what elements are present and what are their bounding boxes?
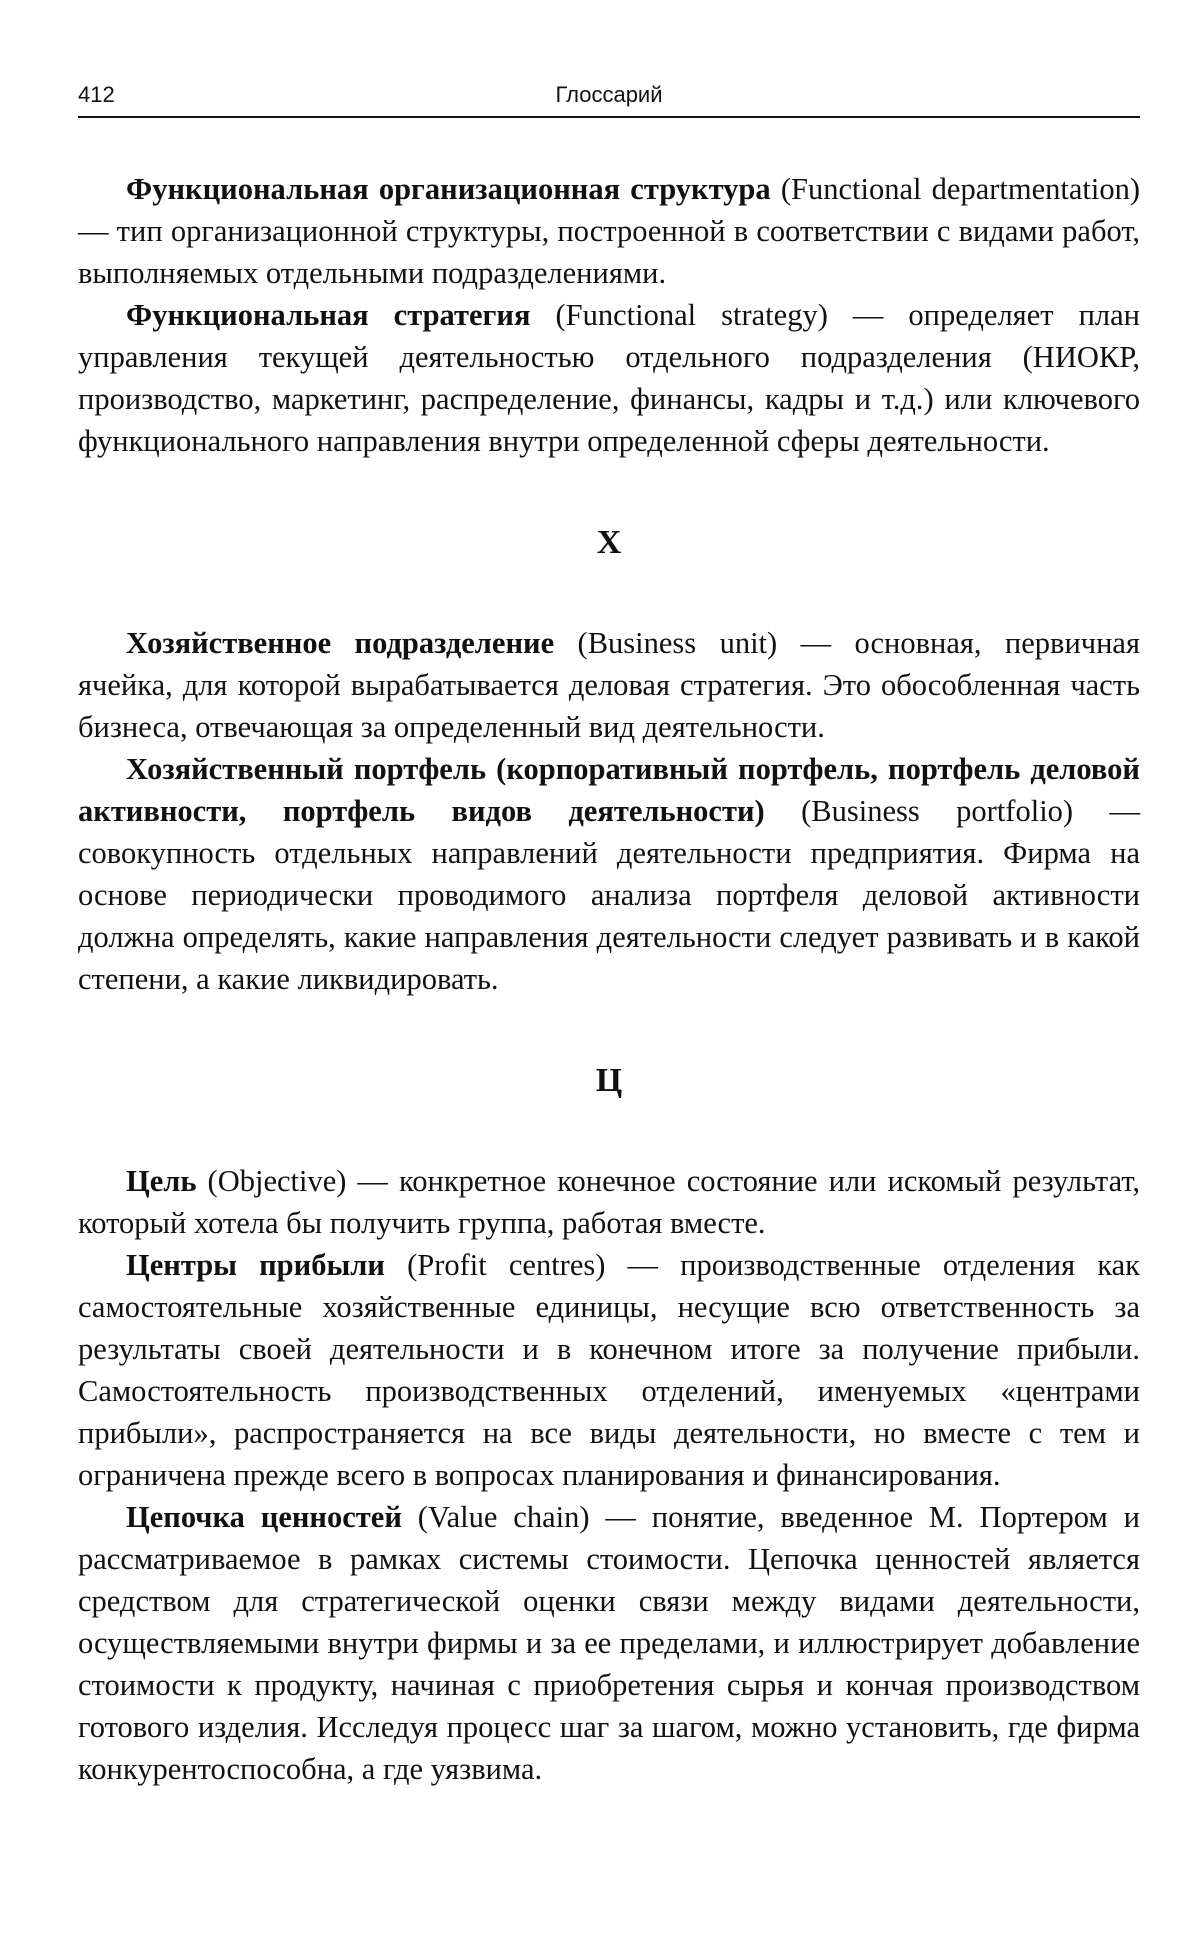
- running-head: [78, 72, 1140, 118]
- glossary-definition: (Objective) — конкретное конечное состояние или искомый результат, который хотела бы получить группа, работая вместе.: [78, 1164, 1140, 1240]
- glossary-definition: (Business portfolio) — совокупность отдельных направлений деятельности предприятия. Фирма на основе периодически проводимого анализа портфеля деловой активности должна определять, какие направления деятельности следует развивать и в какой степени, а какие ликвидировать.: [78, 794, 1141, 996]
- glossary-entry: [78, 1496, 1140, 1790]
- glossary-entry: [78, 1244, 1140, 1496]
- glossary-term: Цель: [126, 1164, 197, 1198]
- glossary-entry: [78, 622, 1140, 748]
- page-number: 412: [78, 82, 115, 107]
- glossary-term: Функциональная организационная структура: [126, 172, 771, 206]
- glossary-entry: [78, 168, 1140, 294]
- glossary-term: Цепочка ценностей: [126, 1500, 402, 1534]
- glossary-entry: [78, 1160, 1140, 1244]
- book-page: [78, 72, 1140, 1790]
- glossary-entry: [78, 294, 1140, 462]
- glossary-term: Центры прибыли: [126, 1248, 385, 1282]
- glossary-term: Хозяйственное подразделение: [126, 626, 555, 660]
- running-title: Глоссарий: [555, 82, 663, 107]
- glossary-definition: (Functional departmentation) — тип организационной структуры, построенной в соответствии с видами работ, выполняемых отдельными подразделениями.: [78, 172, 1140, 290]
- glossary-term: Функциональная стратегия: [126, 298, 531, 332]
- glossary-definition: (Business unit) — основная, первичная ячейка, для которой вырабатывается деловая стратегия. Это обособленная часть бизнеса, отвечающая за определенный вид деятельности.: [78, 626, 1140, 744]
- glossary-content: [78, 168, 1140, 1790]
- section-letter-heading: Х: [596, 524, 622, 561]
- glossary-definition: (Profit centres) — производственные отделения как самостоятельные хозяйственные единицы, несущие всю ответственность за результаты своей деятельности и в конечном итоге за получение прибыли. Самостоятельность производственных отделений, именуемых «центрами прибыли», распространяется на все виды деятельности, но вместе с тем и ограничена прежде всего в вопросах планирования и финансирования.: [78, 1248, 1140, 1492]
- glossary-definition: (Functional strategy) — определяет план управления текущей деятельностью отдельного подразделения (НИОКР, производство, маркетинг, распределение, финансы, кадры и т.д.) или ключевого функционального направления внутри определенной сферы деятельности.: [78, 298, 1140, 458]
- glossary-entry: [78, 748, 1140, 1000]
- section-letter-heading: Ц: [595, 1062, 623, 1099]
- glossary-term: Хозяйственный портфель (корпоративный портфель, портфель деловой активности, портфель видов деятельности): [78, 752, 1140, 828]
- glossary-definition: (Value chain) — понятие, введенное М. Портером и рассматриваемое в рамках системы стоимости. Цепочка ценностей является средством для стратегической оценки связи между видами деятельности, осуществляемыми внутри фирмы и за ее пределами, и иллюстрирует добавление стоимости к продукту, начиная с приобретения сырья и кончая производством готового изделия. Исследуя процесс шаг за шагом, можно установить, где фирма конкурентоспособна, а где уязвима.: [78, 1500, 1140, 1786]
